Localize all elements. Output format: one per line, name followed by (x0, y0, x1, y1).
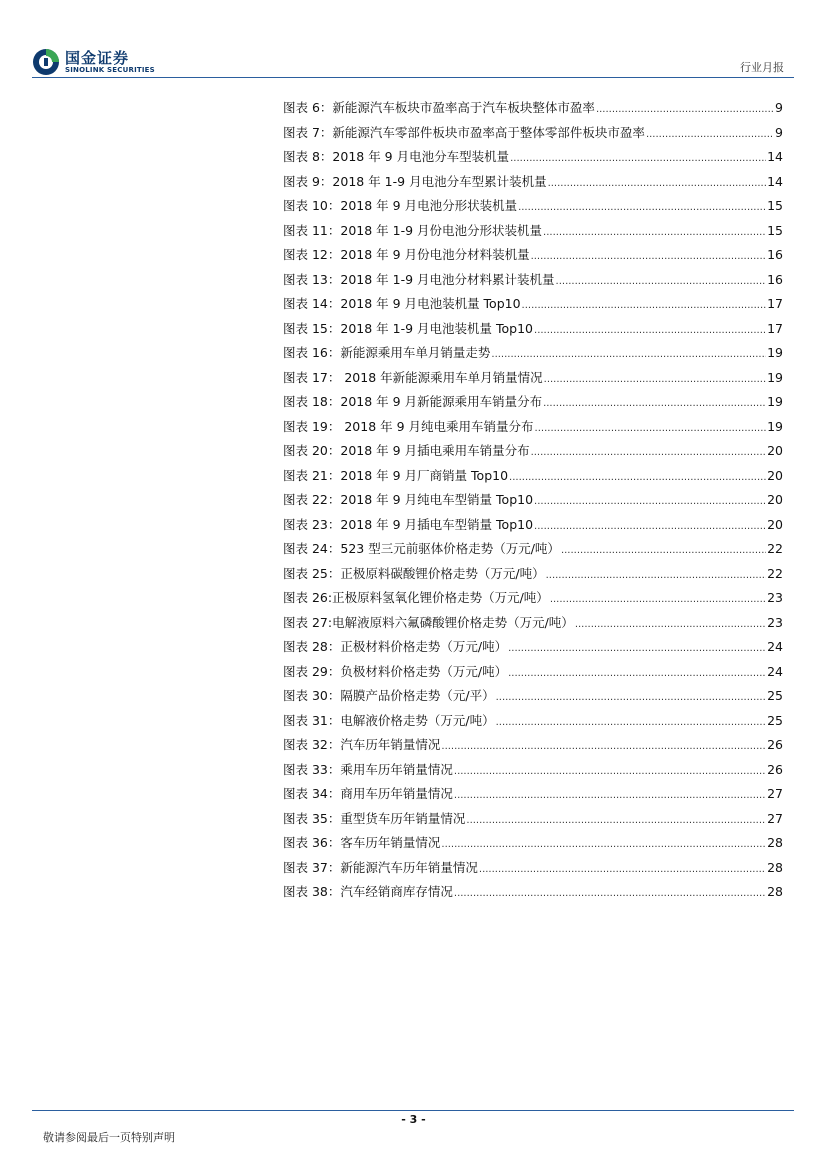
toc-entry-label[interactable]: 图表 31：电解液价格走势（万元/吨） (283, 712, 495, 728)
toc-entry[interactable] (283, 392, 783, 417)
toc-dot-leader (561, 545, 766, 556)
toc-entry[interactable] (283, 760, 783, 785)
toc-entry-label[interactable]: 图表 20：2018 年 9 月插电乘用车销量分布 (283, 443, 530, 458)
toc-dot-leader (575, 619, 766, 630)
toc-entry-label[interactable]: 图表 18：2018 年 9 月新能源乘用车销量分布 (283, 394, 543, 409)
toc-dot-leader (508, 668, 766, 679)
toc-entry-page[interactable]: 25 (767, 712, 783, 728)
toc-entry-label[interactable]: 图表 25：正极原料碳酸锂价格走势（万元/吨） (283, 565, 545, 581)
toc-entry-label[interactable]: 图表 10：2018 年 9 月电池分形状装机量 (283, 198, 518, 213)
toc-entry[interactable] (283, 662, 783, 687)
toc-dot-leader (518, 202, 766, 213)
page-number: - 3 - (401, 1113, 426, 1126)
toc-dot-leader (534, 521, 766, 532)
toc-dot-leader (534, 325, 766, 336)
toc-entry[interactable] (283, 294, 783, 319)
toc-entry[interactable] (283, 441, 783, 466)
toc-entry[interactable] (283, 613, 783, 638)
toc-entry[interactable] (283, 245, 783, 270)
toc-entry-label[interactable]: 图表 16：新能源乘用车单月销量走势 (283, 345, 491, 360)
toc-entry-page[interactable]: 14 (767, 173, 783, 189)
toc-entry-label[interactable]: 图表 30：隔膜产品价格走势（元/平） (283, 688, 495, 703)
toc-entry-label[interactable]: 图表 34：商用车历年销量情况 (283, 786, 453, 801)
toc-entry-page[interactable]: 28 (767, 859, 783, 875)
toc-dot-leader (496, 692, 767, 703)
toc-entry-label[interactable]: 图表 19： 2018 年 9 月纯电乘用车销量分布 (283, 418, 534, 434)
toc-entry-label[interactable]: 图表 24：523 型三元前驱体价格走势（万元/吨） (283, 541, 560, 556)
toc-entry-page[interactable]: 20 (767, 443, 783, 458)
toc-entry-page[interactable]: 23 (767, 590, 783, 605)
toc-entry-page[interactable]: 9 (775, 100, 783, 115)
toc-entry[interactable] (283, 637, 783, 662)
toc-entry-label[interactable]: 图表 32：汽车历年销量情况 (283, 737, 441, 752)
toc-entry-label[interactable]: 图表 29：负极材料价格走势（万元/吨） (283, 663, 508, 679)
toc-entry[interactable] (283, 588, 783, 613)
toc-entry-label[interactable]: 图表 33：乘用车历年销量情况 (283, 761, 453, 777)
toc-entry-page[interactable]: 19 (767, 345, 783, 360)
toc-entry-label[interactable]: 图表 14：2018 年 9 月电池装机量 Top10 (283, 296, 521, 311)
toc-entry[interactable] (283, 123, 783, 148)
footer-divider (32, 1110, 794, 1111)
toc-entry-label[interactable]: 图表 21：2018 年 9 月厂商销量 Top10 (283, 467, 509, 483)
toc-entry-page[interactable]: 27 (767, 810, 783, 826)
toc-entry-page[interactable]: 22 (767, 565, 783, 581)
toc-entry-page[interactable]: 26 (767, 761, 783, 777)
toc-entry-page[interactable]: 16 (767, 271, 783, 287)
toc-entry[interactable] (283, 539, 783, 564)
page-header (0, 0, 827, 80)
toc-entry[interactable] (283, 172, 783, 197)
toc-dot-leader (548, 178, 767, 189)
toc-entry-label[interactable]: 图表 17： 2018 年新能源乘用车单月销量情况 (283, 369, 543, 385)
toc-dot-leader (509, 472, 766, 483)
toc-dot-leader (543, 398, 766, 409)
logo-english-name: SINOLINK SECURITIES (65, 66, 155, 74)
toc-entry-label[interactable]: 图表 12：2018 年 9 月份电池分材料装机量 (283, 247, 530, 262)
toc-entry-page[interactable]: 19 (767, 394, 783, 409)
toc-entry[interactable] (283, 784, 783, 809)
toc-entry-page[interactable]: 23 (767, 614, 783, 630)
toc-dot-leader (466, 815, 766, 826)
toc-entry-page[interactable]: 17 (767, 320, 783, 336)
toc-dot-leader (479, 864, 766, 875)
toc-dot-leader (522, 300, 767, 311)
toc-entry-page[interactable]: 19 (767, 369, 783, 385)
toc-dot-leader (531, 251, 767, 262)
toc-entry-page[interactable]: 20 (767, 492, 783, 507)
toc-dot-leader (510, 153, 766, 164)
toc-entry-page[interactable]: 25 (767, 688, 783, 703)
toc-entry[interactable] (283, 270, 783, 295)
toc-entry-label[interactable]: 图表 11：2018 年 1-9 月份电池分形状装机量 (283, 222, 543, 238)
toc-dot-leader (454, 888, 766, 899)
toc-entry-page[interactable]: 22 (767, 541, 783, 556)
toc-entry-label[interactable]: 图表 26:正极原料氢氧化锂价格走势（万元/吨） (283, 590, 549, 605)
toc-entry-label[interactable]: 图表 7：新能源汽车零部件板块市盈率高于整体零部件板块市盈率 (283, 124, 645, 140)
toc-entry[interactable] (283, 490, 783, 515)
toc-dot-leader (546, 570, 767, 581)
toc-entry[interactable] (283, 735, 783, 760)
toc-entry[interactable] (283, 833, 783, 858)
toc-entry[interactable] (283, 686, 783, 711)
toc-entry-page[interactable]: 28 (767, 835, 783, 850)
toc-entry[interactable] (283, 809, 783, 834)
toc-entry-page[interactable]: 15 (767, 222, 783, 238)
toc-entry-label[interactable]: 图表 37：新能源汽车历年销量情况 (283, 859, 478, 875)
toc-entry[interactable] (283, 515, 783, 540)
toc-entry-label[interactable]: 图表 38：汽车经销商库存情况 (283, 884, 453, 899)
toc-dot-leader (441, 741, 766, 752)
toc-entry[interactable] (283, 882, 783, 907)
toc-dot-leader (556, 276, 767, 287)
figure-index-list (283, 98, 783, 907)
toc-entry-label[interactable]: 图表 36：客车历年销量情况 (283, 835, 441, 850)
toc-dot-leader (544, 374, 766, 385)
toc-entry-page[interactable]: 28 (767, 884, 783, 899)
toc-dot-leader (441, 839, 766, 850)
toc-entry-label[interactable]: 图表 8：2018 年 9 月电池分车型装机量 (283, 149, 510, 164)
toc-entry-page[interactable]: 24 (767, 663, 783, 679)
toc-dot-leader (596, 104, 774, 115)
report-type: 行业月报 (740, 61, 784, 74)
toc-entry[interactable] (283, 711, 783, 736)
toc-dot-leader (454, 766, 766, 777)
toc-dot-leader (534, 496, 766, 507)
toc-dot-leader (550, 594, 766, 605)
toc-entry[interactable] (283, 417, 783, 442)
toc-entry-page[interactable]: 27 (767, 786, 783, 801)
logo-mark-icon (32, 48, 60, 76)
toc-entry[interactable] (283, 466, 783, 491)
toc-entry-label[interactable]: 图表 22：2018 年 9 月纯电车型销量 Top10 (283, 492, 534, 507)
toc-entry-page[interactable]: 20 (767, 516, 783, 532)
toc-entry-page[interactable]: 17 (767, 296, 783, 311)
toc-dot-leader (491, 349, 766, 360)
logo-chinese-name: 国金证券 (65, 49, 130, 67)
toc-dot-leader (531, 447, 767, 458)
toc-entry-page[interactable]: 24 (767, 639, 783, 654)
toc-entry[interactable] (283, 196, 783, 221)
toc-entry-label[interactable]: 图表 9：2018 年 1-9 月电池分车型累计装机量 (283, 173, 547, 189)
toc-entry[interactable] (283, 564, 783, 589)
toc-dot-leader (543, 227, 766, 238)
header-divider (32, 77, 794, 78)
toc-entry[interactable] (283, 221, 783, 246)
toc-entry-page[interactable]: 9 (775, 124, 783, 140)
toc-entry-page[interactable]: 20 (767, 467, 783, 483)
toc-entry-page[interactable]: 26 (767, 737, 783, 752)
toc-dot-leader (535, 423, 767, 434)
footer-disclaimer: 敬请参阅最后一页特别声明 (43, 1131, 175, 1144)
toc-entry-label[interactable]: 图表 13：2018 年 1-9 月电池分材料累计装机量 (283, 271, 555, 287)
toc-entry[interactable] (283, 98, 783, 123)
toc-entry-label[interactable]: 图表 15：2018 年 1-9 月电池装机量 Top10 (283, 320, 534, 336)
toc-dot-leader (508, 643, 766, 654)
toc-entry-label[interactable]: 图表 6：新能源汽车板块市盈率高于汽车板块整体市盈率 (283, 100, 595, 115)
toc-entry-page[interactable]: 15 (767, 198, 783, 213)
toc-entry-page[interactable]: 14 (767, 149, 783, 164)
company-logo (32, 46, 162, 80)
toc-entry[interactable] (283, 343, 783, 368)
toc-entry-label[interactable]: 图表 35：重型货车历年销量情况 (283, 810, 466, 826)
toc-entry[interactable] (283, 368, 783, 393)
toc-dot-leader (454, 790, 766, 801)
toc-entry-page[interactable]: 16 (767, 247, 783, 262)
toc-entry-label[interactable]: 图表 23：2018 年 9 月插电车型销量 Top10 (283, 516, 534, 532)
toc-entry[interactable] (283, 858, 783, 883)
toc-entry-label[interactable]: 图表 27:电解液原料六氟磷酸锂价格走势（万元/吨） (283, 614, 574, 630)
toc-dot-leader (646, 129, 774, 140)
toc-entry-page[interactable]: 19 (767, 418, 783, 434)
toc-entry[interactable] (283, 319, 783, 344)
toc-entry-label[interactable]: 图表 28：正极材料价格走势（万元/吨） (283, 639, 508, 654)
toc-entry[interactable] (283, 147, 783, 172)
toc-dot-leader (496, 717, 767, 728)
